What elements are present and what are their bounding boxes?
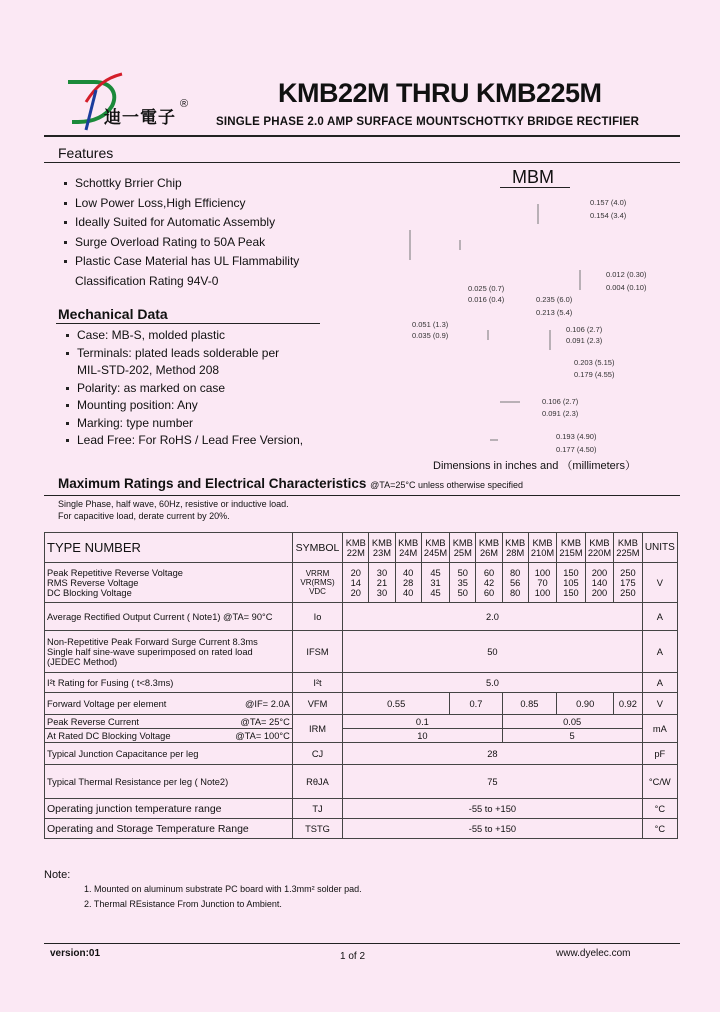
table-row [45,563,678,603]
mechanical-divider [56,323,320,324]
unit-cell: °C [642,799,677,819]
features-divider [44,162,680,163]
value-cell: 60 42 60 [476,563,502,603]
model-header: KMB 245M [421,533,449,563]
ratings-note: For capacitive load, derate current by 20%. [58,511,230,521]
value-cell: 2.0 [343,603,642,631]
table-row [45,603,678,631]
page-number: 1 of 2 [340,951,366,962]
header-divider [44,135,680,137]
value-cell: 0.1 [343,715,502,729]
param-cell: Peak Reverse Current @TA= 25°C [45,715,293,729]
unit-cell: A [642,603,677,631]
dim-label: 0.193 (4.90) [556,432,597,441]
version-label: version:01 [50,948,101,959]
value-cell: 20 14 20 [343,563,369,603]
table-row [45,799,678,819]
unit-cell: V [642,693,677,715]
value-cell: 0.92 [614,693,642,715]
value-cell: 10 [343,729,502,743]
param-cell: Average Rectified Output Current ( Note1) @TA= 90°C [45,603,293,631]
symbol-cell: TSTG [292,819,342,839]
value-cell: 0.05 [502,715,642,729]
ratings-note: Single Phase, half wave, 60Hz, resistive or inductive load. [58,499,289,509]
model-header: KMB 225M [614,533,642,563]
value-cell: 0.7 [450,693,502,715]
table-row [45,729,678,743]
package-name: MBM [512,167,554,187]
value-cell: 28 [343,743,642,765]
value-cell: 40 28 40 [395,563,421,603]
model-header: KMB 22M [343,533,369,563]
list-item: Plastic Case Material has UL Flammability [64,252,299,272]
model-header: KMB 215M [557,533,585,563]
unit-cell: A [642,631,677,673]
table-row [45,673,678,693]
symbol-cell: VFM [292,693,342,715]
dim-label: 0.091 (2.3) [542,409,579,418]
list-item: Polarity: as marked on case [66,380,303,398]
value-cell: 150 105 150 [557,563,585,603]
page-title: KMB22M THRU KMB225M [278,78,602,108]
dim-label: 0.106 (2.7) [542,397,579,406]
dim-label: 0.012 (0.30) [606,270,647,279]
dim-label: 0.213 (5.4) [536,308,573,317]
table-row [45,819,678,839]
notes-label: Note: [44,869,71,881]
list-item: Schottky Brrier Chip [64,174,299,194]
dim-label: 0.091 (2.3) [566,336,603,345]
list-item: Classification Rating 94V-0 [75,273,219,288]
dimensions-caption: Dimensions in inches and （millimeters） [433,460,636,472]
dim-label: 0.203 (5.15) [574,358,615,367]
param-cell: Operating junction temperature range [45,799,293,819]
unit-cell: A [642,673,677,693]
list-item: Low Power Loss,High Efficiency [64,194,299,214]
value-cell: 250 175 250 [614,563,642,603]
dim-label: 0.051 (1.3) [412,320,449,329]
param-cell: Typical Junction Capacitance per leg [45,743,293,765]
website-link[interactable]: www.dyelec.com [556,948,631,959]
value-cell: 100 70 100 [528,563,556,603]
symbol-cell: IRM [292,715,342,743]
symbol-cell: IFSM [292,631,342,673]
list-item: MIL-STD-202, Method 208 [77,363,220,377]
symbol-cell: Io [292,603,342,631]
model-header: KMB 25M [450,533,476,563]
table-row [45,743,678,765]
dim-label: 0.106 (2.7) [566,325,603,334]
model-header: KMB 24M [395,533,421,563]
list-item: Mounting position: Any [66,397,303,415]
symbol-cell: VRRM VR(RMS) VDC [292,563,342,603]
value-cell: -55 to +150 [343,799,642,819]
unit-cell: °C [642,819,677,839]
unit-cell: V [642,563,677,603]
page-subtitle: SINGLE PHASE 2.0 AMP SURFACE MOUNTSCHOTTKY BRIDGE RECTIFIER [216,116,640,128]
model-header: KMB 220M [585,533,613,563]
unit-cell: mA [642,715,677,743]
list-item: Terminals: plated leads solderable per [66,345,303,363]
value-cell: 30 21 30 [369,563,395,603]
units-header: UNITS [642,533,677,563]
dim-label: 0.025 (0.7) [468,284,505,293]
logo-chinese-text: 迪一電子 [104,108,176,127]
type-number-header: TYPE NUMBER [45,533,293,563]
table-row [45,765,678,799]
value-cell: 5.0 [343,673,642,693]
dim-label: 0.035 (0.9) [412,331,449,340]
list-item: Ideally Suited for Automatic Assembly [64,213,299,233]
model-header: KMB 26M [476,533,502,563]
table-row [45,715,678,729]
ratings-heading: Maximum Ratings and Electrical Characteristics @TA=25°C unless otherwise specified [58,476,524,491]
dim-label: 0.016 (0.4) [468,295,505,304]
features-heading: Features [58,145,114,161]
value-cell: 50 35 50 [450,563,476,603]
table-row [45,631,678,673]
dim-label: 0.004 (0.10) [606,283,647,292]
note-item: 1. Mounted on aluminum substrate PC board with 1.3mm² solder pad. [84,884,362,894]
unit-cell: °C/W [642,765,677,799]
table-header-row [45,533,678,563]
dim-label: 0.179 (4.55) [574,370,615,379]
mechanical-heading: Mechanical Data [58,306,168,322]
list-item: Case: MB-S, molded plastic [66,327,303,345]
unit-cell: pF [642,743,677,765]
registered-mark: ® [180,98,189,110]
model-header: KMB 28M [502,533,528,563]
package-underline [500,187,570,188]
model-header: KMB 23M [369,533,395,563]
value-cell: -55 to +150 [343,819,642,839]
mechanical-list [66,327,303,450]
value-cell: 0.85 [502,693,557,715]
value-cell: 0.90 [557,693,614,715]
param-cell: Forward Voltage per element @IF= 2.0A [45,693,293,715]
table-row [45,693,678,715]
value-cell: 50 [343,631,642,673]
ratings-divider [44,495,680,496]
symbol-cell: I²t [292,673,342,693]
param-cell: Peak Repetitive Reverse Voltage RMS Reverse Voltage DC Blocking Voltage [45,563,293,603]
model-header: KMB 210M [528,533,556,563]
param-cell: At Rated DC Blocking Voltage @TA= 100°C [45,729,293,743]
list-item: Marking: type number [66,415,303,433]
param-cell: Non-Repetitive Peak Forward Surge Current 8.3ms Single half sine-wave superimposed on rated load (JEDEC Method) [45,631,293,673]
footer-divider [44,943,680,944]
param-cell: I²t Rating for Fusing ( t<8.3ms) [45,673,293,693]
value-cell: 75 [343,765,642,799]
ratings-condition: @TA=25°C unless otherwise specified [370,480,524,490]
param-cell: Operating and Storage Temperature Range [45,819,293,839]
spec-table [44,532,678,839]
dim-label: 0.235 (6.0) [536,295,573,304]
value-cell: 0.55 [343,693,450,715]
value-cell: 45 31 45 [421,563,449,603]
dim-label: 0.154 (3.4) [590,211,627,220]
param-cell: Typical Thermal Resistance per leg ( Note2) [45,765,293,799]
list-item: Lead Free: For RoHS / Lead Free Version, [66,432,303,450]
value-cell: 5 [502,729,642,743]
list-item: Surge Overload Rating to 50A Peak [64,233,299,253]
symbol-header: SYMBOL [292,533,342,563]
symbol-cell: CJ [292,743,342,765]
features-list [64,174,299,291]
value-cell: 80 56 80 [502,563,528,603]
note-item: 2. Thermal REsistance From Junction to Ambient. [84,899,282,909]
symbol-cell: RθJA [292,765,342,799]
value-cell: 200 140 200 [585,563,613,603]
symbol-cell: TJ [292,799,342,819]
dim-label: 0.177 (4.50) [556,445,597,454]
dim-label: 0.157 (4.0) [590,198,627,207]
